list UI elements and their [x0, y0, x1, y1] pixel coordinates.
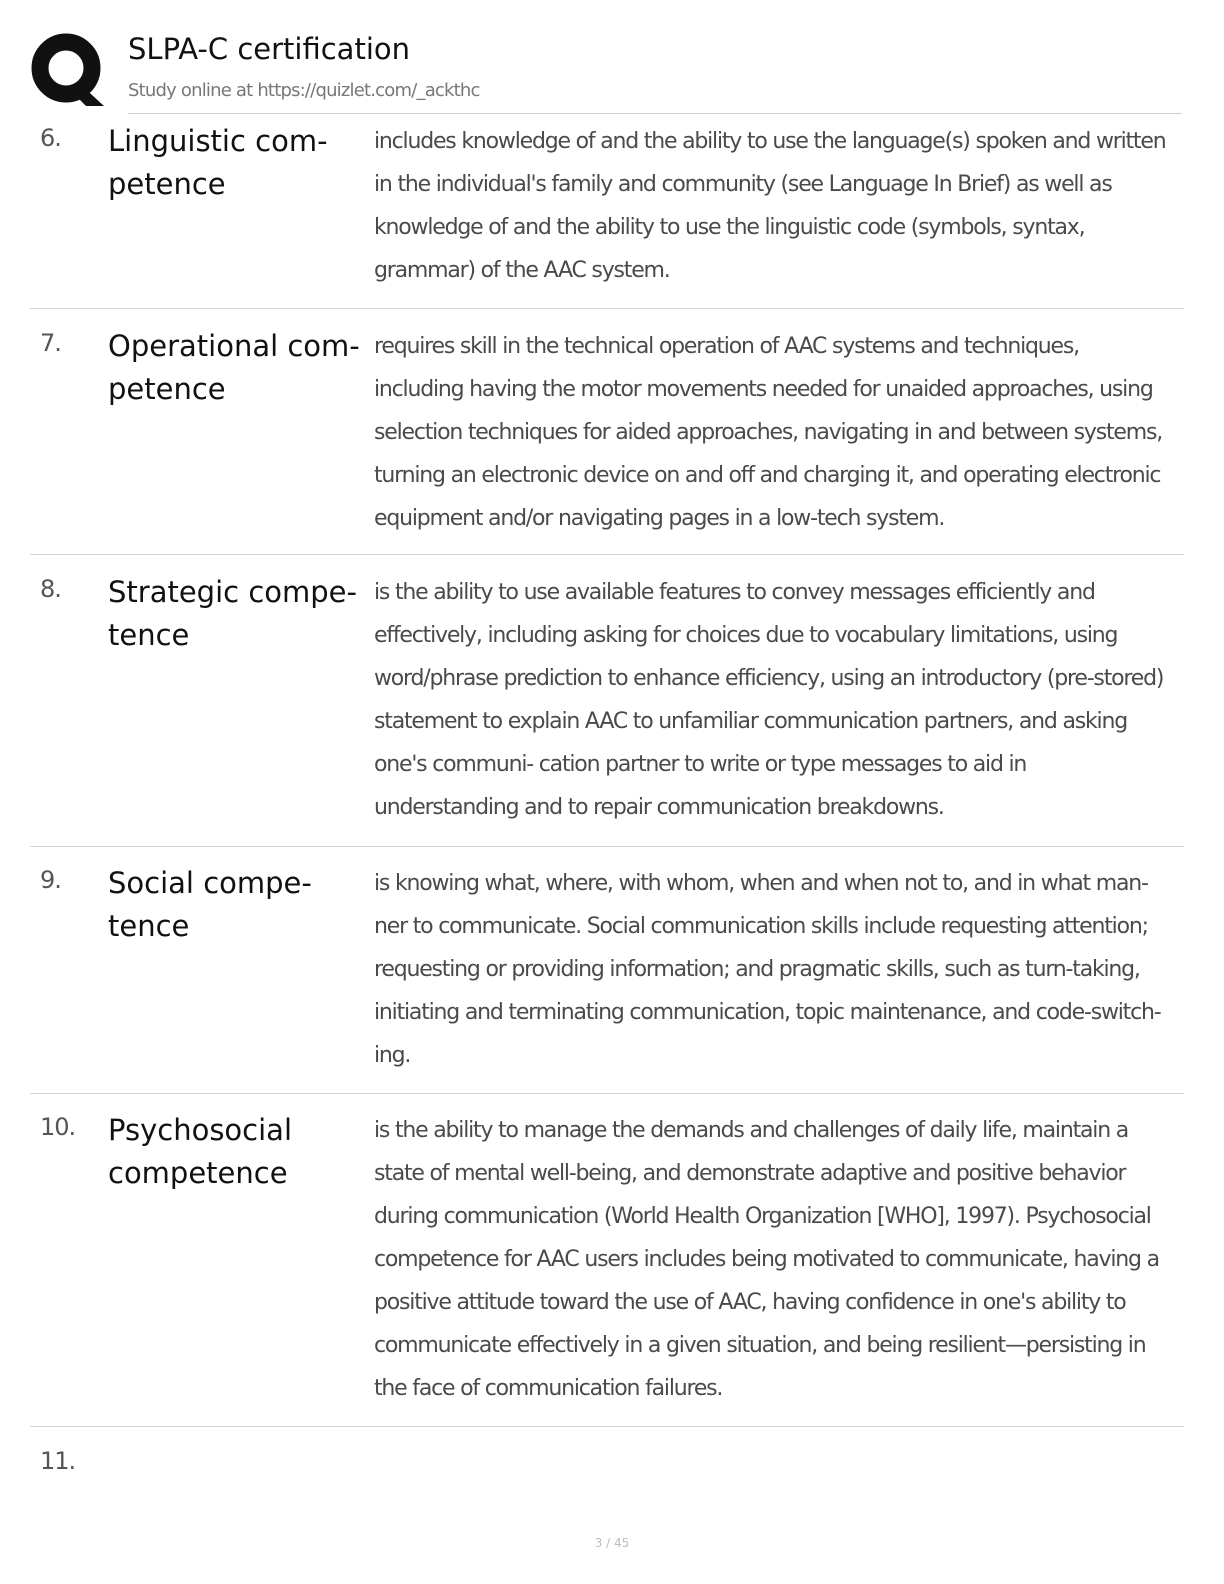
card-divider — [30, 308, 1184, 309]
card-definition: is the ability to use available features to convey messages efficiently and effectively, including asking for choices due to vocabulary limitations, using word/phrase prediction to enhance efficiency, using an introductory (pre-stored) statement to explain AAC to unfamiliar communication partners, and asking one's communi- cation partner to write or type messages to aid in understanding and to repair communication breakdowns. — [374, 580, 1164, 820]
card-term: Linguistic com- petence — [108, 124, 328, 201]
card-definition: is the ability to manage the demands and challenges of daily life, maintain a state of mental well-being, and demonstrate adaptive and positive behavior during communication (World Health Organization [WHO], 1997). Psychosocial competence for AAC users includes being motivated to communicate, having a positive attitude toward the use of AAC, having confidence in one's ability to communicate effectively in a given situation, and being resilient—persisting in the face of communication failures. — [374, 1118, 1159, 1401]
card-term: Strategic compe- tence — [108, 575, 357, 652]
quizlet-logo-icon — [30, 32, 108, 110]
card-number: 11. — [40, 1447, 76, 1475]
card-divider — [30, 554, 1184, 555]
card-term: Social compe- tence — [108, 866, 312, 943]
card-definition: requires skill in the technical operation of AAC systems and techniques, including having the motor movements needed for unaided approaches, using selection techniques for aided approaches, navigating in and between systems, turning an electronic device on and off and charging it, and operating electronic equipment and/or navigating pages in a low-tech system. — [374, 334, 1163, 531]
card-term: Operational com- petence — [108, 329, 360, 406]
card-definition: is knowing what, where, with whom, when and when not to, and in what man- ner to communicate. Social communication skills include requesting attention; requesting or providing information; and pragmatic skills, such as turn-taking, initiating and terminating communication, topic maintenance, and code-switch- ing. — [374, 871, 1161, 1068]
card-divider — [30, 846, 1184, 847]
page-header — [30, 28, 1190, 114]
card-definition: includes knowledge of and the ability to use the language(s) spoken and written in the individual's family and community (see Language In Brief) as well as knowledge of and the ability to use the linguistic code (symbols, syntax, grammar) of the AAC system. — [374, 129, 1166, 283]
card-term: Psychosocial competence — [108, 1113, 292, 1190]
page-number: 3 / 45 — [594, 1536, 630, 1550]
card-divider — [30, 1426, 1184, 1427]
header-divider — [128, 113, 1182, 114]
card-number: 8. — [40, 575, 61, 603]
set-title: SLPA-C certification — [128, 32, 410, 66]
card-number: 7. — [40, 329, 61, 357]
set-url: Study online at https://quizlet.com/_ackthc — [128, 80, 480, 101]
card-divider — [30, 1093, 1184, 1094]
card-number: 10. — [40, 1113, 76, 1141]
card-number: 6. — [40, 124, 61, 152]
card-number: 9. — [40, 866, 61, 894]
